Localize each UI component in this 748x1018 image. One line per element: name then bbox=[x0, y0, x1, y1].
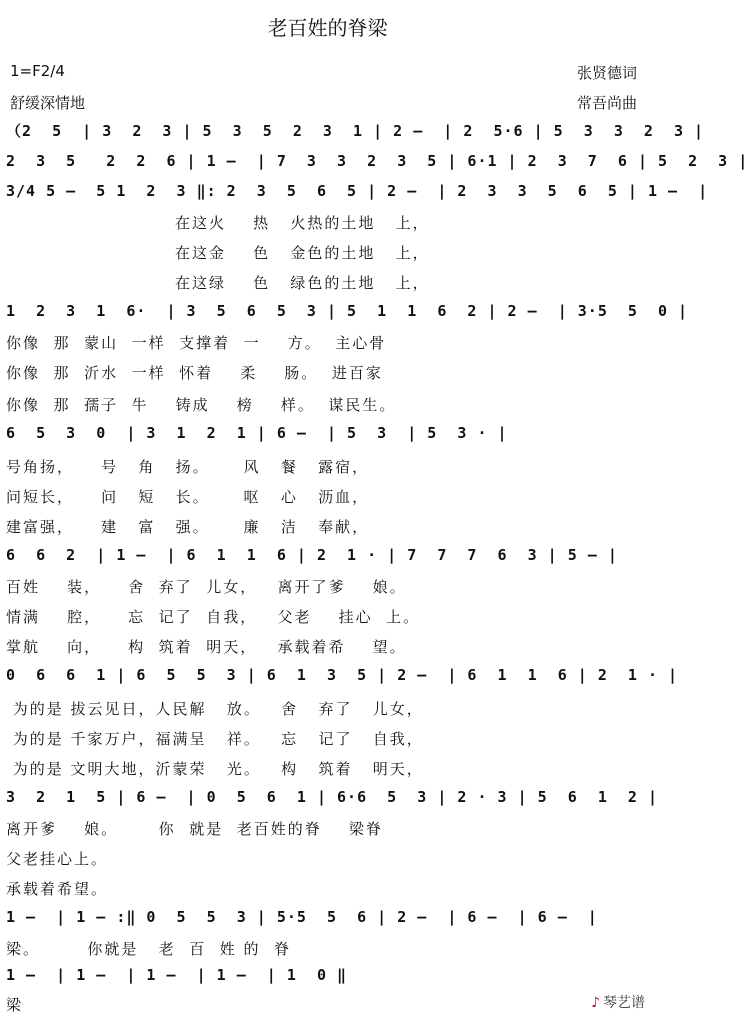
lyric-line: 掌航 向， 构 筑着 明天， 承载着希 望。 bbox=[6, 638, 407, 656]
lyric-line: 为的是 拔云见日，人民解 放。 舍 弃了 儿女， bbox=[6, 700, 424, 718]
lyric-line: 承载着希望。 bbox=[6, 880, 109, 898]
lyric-line: 梁 bbox=[6, 996, 24, 1014]
notation-line-4: 1 2 3 1 6· | 3 5 6 5 3 | 5 1 1 6 2 | 2 – | 3·5 5 0 | bbox=[6, 302, 689, 320]
lyric-line: 你像 那 沂水 一样 怀着 柔 肠。 进百家 bbox=[6, 364, 383, 382]
notation-line-8: 3 2 1 5 | 6 – | 0 5 6 1 | 6·6 5 3 | 2 · 3 | 5 6 1 2 | bbox=[6, 788, 658, 806]
lyric-line: 父老挂心上。 bbox=[6, 850, 109, 868]
lyric-line: 你像 那 蒙山 一样 支撑着 一 方。 主心骨 bbox=[6, 334, 387, 352]
composer-credit: 常吾尚曲 bbox=[576, 94, 637, 112]
lyric-line: 离开爹 娘。 你 就是 老百姓的脊 梁脊 bbox=[6, 820, 383, 838]
song-title: 老百姓的脊梁 bbox=[267, 16, 388, 40]
lyric-line: 在这金 色 金色的土地 上， bbox=[175, 244, 430, 262]
lyric-line: 情满 腔， 忘 记了 自我， 父老 挂心 上。 bbox=[6, 608, 421, 626]
lyric-line: 百姓 装， 舍 弃了 儿女， 离开了爹 娘。 bbox=[6, 578, 407, 596]
watermark-text: 琴艺谱 bbox=[603, 995, 645, 1011]
notation-line-1: （2 5 | 3 2 3 | 5 3 5 2 3 1 | 2 – | 2 5·6 | 5 3 3 2 3 | bbox=[6, 122, 705, 140]
lyric-line: 为的是 文明大地，沂蒙荣 光。 构 筑着 明天， bbox=[6, 760, 424, 778]
lyric-line: 梁。 你就是 老 百 姓 的 脊 bbox=[6, 940, 292, 958]
notation-line-5: 6 5 3 0 | 3 1 2 1 | 6 – | 5 3 | 5 3 · | bbox=[6, 424, 508, 442]
notation-line-9: 1 – | 1 – :‖ 0 5 5 3 | 5·5 5 6 | 2 – | 6 – | 6 – | bbox=[6, 908, 598, 926]
notation-line-10: 1 – | 1 – | 1 – | 1 – | 1 0 ‖ bbox=[6, 966, 348, 984]
expression-marking: 舒缓深情地 bbox=[10, 94, 86, 112]
lyric-line: 你像 那 孺子 牛 铸成 榜 样。 谋民生。 bbox=[6, 396, 397, 414]
notation-line-7: 0 6 6 1 | 6 5 5 3 | 6 1 3 5 | 2 – | 6 1 1 6 | 2 1 · | bbox=[6, 666, 679, 684]
watermark-logo bbox=[582, 976, 645, 1012]
logo-icon: ♪ bbox=[591, 995, 600, 1011]
lyric-line: 为的是 千家万户，福满呈 祥。 忘 记了 自我， bbox=[6, 730, 424, 748]
lyric-line: 建富强， 建 富 强。 廉 洁 奉献， bbox=[6, 518, 370, 536]
lyric-line: 问短长， 问 短 长。 呕 心 沥血， bbox=[6, 488, 370, 506]
notation-line-6: 6 6 2 | 1 – | 6 1 1 6 | 2 1 · | 7 7 7 6 3 | 5 – | bbox=[6, 546, 618, 564]
notation-line-2: 2 3 5 2 2 6 | 1 – | 7 3 3 2 3 5 | 6·1 | 2 3 7 6 | 5 2 3 | bbox=[6, 152, 748, 170]
lyricist-credit: 张贤德词 bbox=[576, 64, 637, 82]
key-signature: 1=F2/4 bbox=[10, 62, 65, 80]
lyric-line: 在这绿 色 绿色的土地 上， bbox=[175, 274, 430, 292]
notation-line-3: 3/4 5 – 5 1 2 3 ‖: 2 3 5 6 5 | 2 – | 2 3 3 5 6 5 | 1 – | bbox=[6, 182, 709, 200]
lyric-line: 在这火 热 火热的土地 上， bbox=[175, 214, 430, 232]
lyric-line: 号角扬， 号 角 扬。 风 餐 露宿， bbox=[6, 458, 370, 476]
